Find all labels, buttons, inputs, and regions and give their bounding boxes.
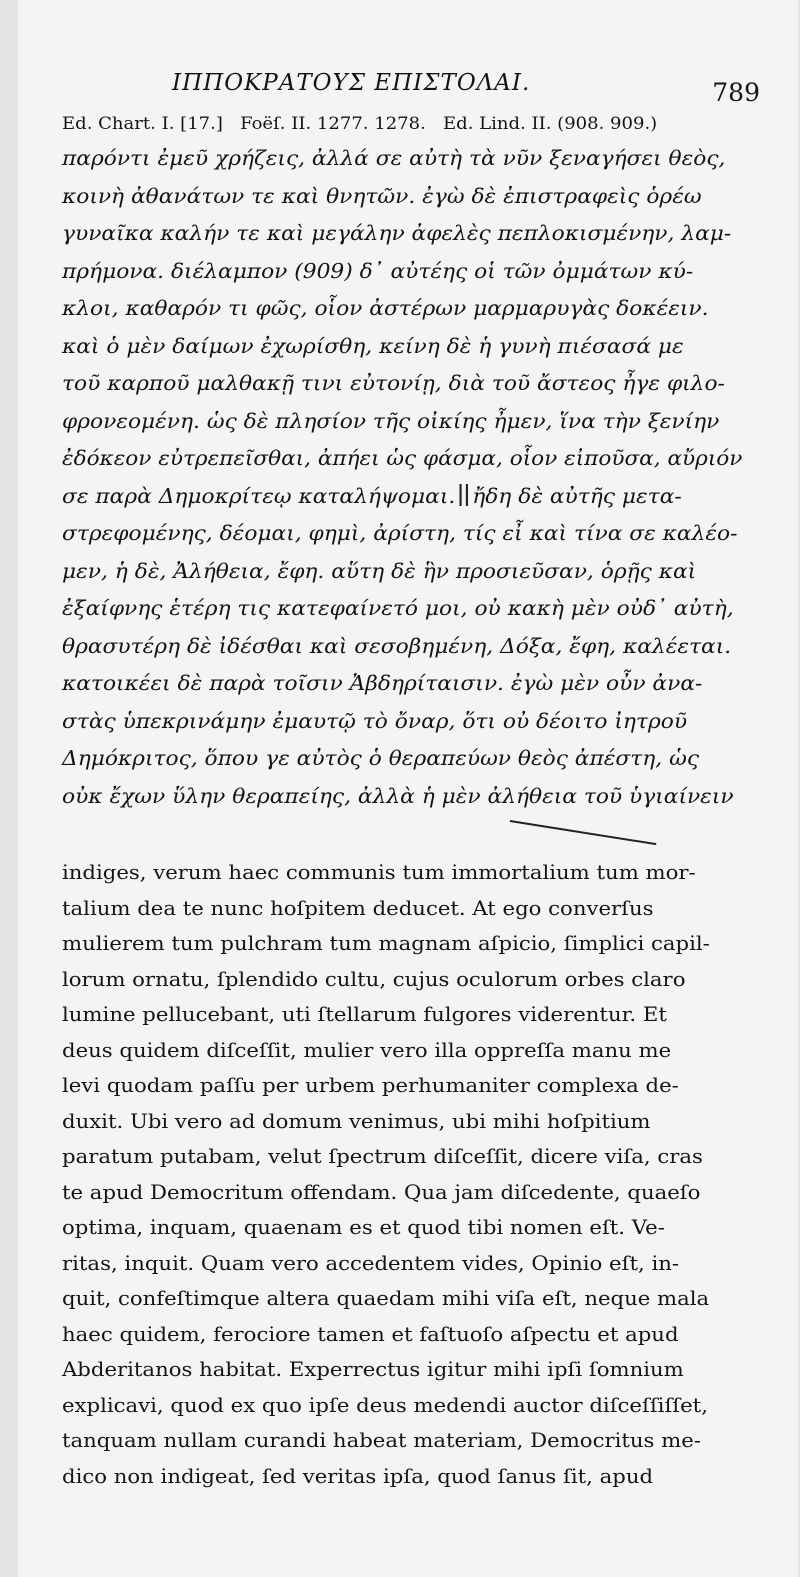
latin-line: duxit. Ubi vero ad domum venimus, ubi mihi hoſpitium bbox=[62, 1108, 651, 1133]
latin-line: levi quodam paſſu per urbem perhumaniter complexa de- bbox=[62, 1073, 679, 1097]
latin-line: lumine pellucebant, uti ſtellarum fulgores viderentur. Et bbox=[62, 1002, 667, 1026]
greek-line-end: ἤδη δὲ αὐτῆς μετα- bbox=[472, 483, 682, 508]
latin-line: indiges, verum haec communis tum immortalium tum mor- bbox=[62, 860, 696, 884]
greek-line: γυναῖκα καλήν τε καὶ μεγάλην ἀφελὲς πεπλοκισμένην, λαμ- bbox=[62, 221, 732, 245]
greek-line: Δημόκριτος, ὅπου γε αὐτὸς ὁ θεραπεύων θεὸς ἀπέστη, ὡς bbox=[62, 746, 700, 770]
greek-line: ἐξαίφνης ἑτέρη τις κατεφαίνετό μοι, οὐ κακὴ μὲν οὐδ᾽ αὐτὴ, bbox=[62, 596, 734, 620]
greek-line: πρήμονα. διέλαμπον (909) δ᾽ αὐτέης οἱ τῶν ὀμμάτων κύ- bbox=[62, 258, 694, 283]
greek-line bbox=[62, 478, 747, 516]
latin-line: lorum ornatu, ſplendido cultu, cujus oculorum orbes claro bbox=[62, 966, 686, 991]
latin-line: paratum putabam, velut ſpectrum diſceſſit, dicere viſa, cras bbox=[62, 1144, 703, 1168]
latin-line: talium dea te nunc hoſpitem deducet. At ego converſus bbox=[62, 895, 654, 920]
greek-line: μεν, ἡ δὲ, Ἀλήθεια, ἔφη. αὕτη δὲ ἣν προσιεῦσαν, ὁρῇς καὶ bbox=[62, 558, 697, 583]
greek-line: στὰς ὑπεκρινάμην ἐμαυτῷ τὸ ὄναρ, ὅτι οὐ δέοιτο ἰητροῦ bbox=[62, 708, 688, 733]
greek-line: κλοι, καθαρόν τι φῶς, οἷον ἀστέρων μαρμαρυγὰς δοκέειν. bbox=[62, 296, 709, 320]
latin-line: explicavi, quod ex quo ipſe deus medendi auctor diſceſſiſſet, bbox=[62, 1392, 708, 1417]
greek-line: στρεφομένης, δέομαι, φημὶ, ἀρίστη, τίς εἶ καὶ τίνα σε καλέο- bbox=[62, 521, 738, 545]
latin-line: optima, inquam, quaenam es et quod tibi nomen eſt. Ve- bbox=[62, 1215, 665, 1239]
latin-line: mulierem tum pulchram tum magnam aſpicio, ſimplici capil- bbox=[62, 931, 710, 955]
latin-text-block bbox=[62, 855, 710, 1494]
greek-line: τοῦ καρποῦ μαλθακῇ τινι εὐτονίῃ, διὰ τοῦ ἄστεος ἦγε φιλο- bbox=[62, 371, 725, 395]
page-number: 789 bbox=[712, 78, 760, 107]
greek-line: κοινὴ ἀθανάτων τε καὶ θνητῶν. ἐγὼ δὲ ἐπιστραφεὶς ὁρέω bbox=[62, 183, 702, 208]
latin-line: Abderitanos habitat. Experrectus igitur mihi ipſi ſomnium bbox=[62, 1357, 684, 1381]
greek-line: παρόντι ἐμεῦ χρήζεις, ἀλλά σε αὐτὴ τὰ νῦν ξεναγήσει θεὸς, bbox=[62, 146, 726, 170]
running-title: ΙΠΠΟΚΡΑΤΟΥΣ ΕΠΙΣΤΟΛΑΙ. bbox=[172, 70, 531, 96]
greek-text-block bbox=[62, 140, 743, 815]
greek-line: κατοικέει δὲ παρὰ τοῖσιν Ἀβδηρίταισιν. ἐγὼ μὲν οὖν ἀνα- bbox=[62, 671, 703, 695]
latin-line: dico non indigeat, ſed veritas ipſa, quod ſanus ſit, apud bbox=[62, 1463, 654, 1488]
latin-line: tanquam nullam curandi habeat materiam, Democritus me- bbox=[62, 1428, 701, 1452]
greek-line: θρασυτέρη δὲ ἰδέσθαι καὶ σεσοβημένη, Δόξα, ἔφη, καλέεται. bbox=[62, 633, 732, 658]
latin-line: deus quidem diſceſſit, mulier vero illa oppreſſa manu me bbox=[62, 1037, 672, 1062]
greek-line: καὶ ὁ μὲν δαίμων ἐχωρίσθη, κείνη δὲ ἡ γυνὴ πιέσασά με bbox=[62, 333, 684, 358]
page-header bbox=[62, 62, 776, 116]
latin-line: ritas, inquit. Quam vero accedentem vides, Opinio eſt, in- bbox=[62, 1250, 680, 1275]
greek-line-start: σε παρὰ Δημοκρίτεῳ καταλήψομαι. bbox=[62, 483, 456, 508]
greek-line: οὐκ ἔχων ὕλην θεραπείης, ἀλλὰ ἡ μὲν ἀλήθεια τοῦ ὑγιαίνειν bbox=[62, 783, 734, 808]
edition-divider-mark bbox=[466, 484, 468, 506]
edition-divider-mark bbox=[459, 484, 461, 506]
latin-line: haec quidem, ferociore tamen et faſtuoſo aſpectu et apud bbox=[62, 1321, 679, 1346]
greek-line: ἐδόκεον εὐτρεπεῖσθαι, ἀπήει ὡς φάσμα, οἷον εἰποῦσα, αὔριόν bbox=[62, 446, 743, 470]
edition-references: Ed. Chart. I. [17.] Foëſ. II. 1277. 1278. Ed. Lind. II. (908. 909.) bbox=[62, 114, 658, 134]
latin-line: te apud Democritum offendam. Qua jam diſcedente, quaeſo bbox=[62, 1179, 701, 1204]
latin-line: quit, confeſtimque altera quaedam mihi viſa eſt, neque mala bbox=[62, 1286, 710, 1310]
greek-line: φρονεομένη. ὡς δὲ πλησίον τῆς οἰκίης ἦμεν, ἵνα τὴν ξενίην bbox=[62, 408, 720, 433]
